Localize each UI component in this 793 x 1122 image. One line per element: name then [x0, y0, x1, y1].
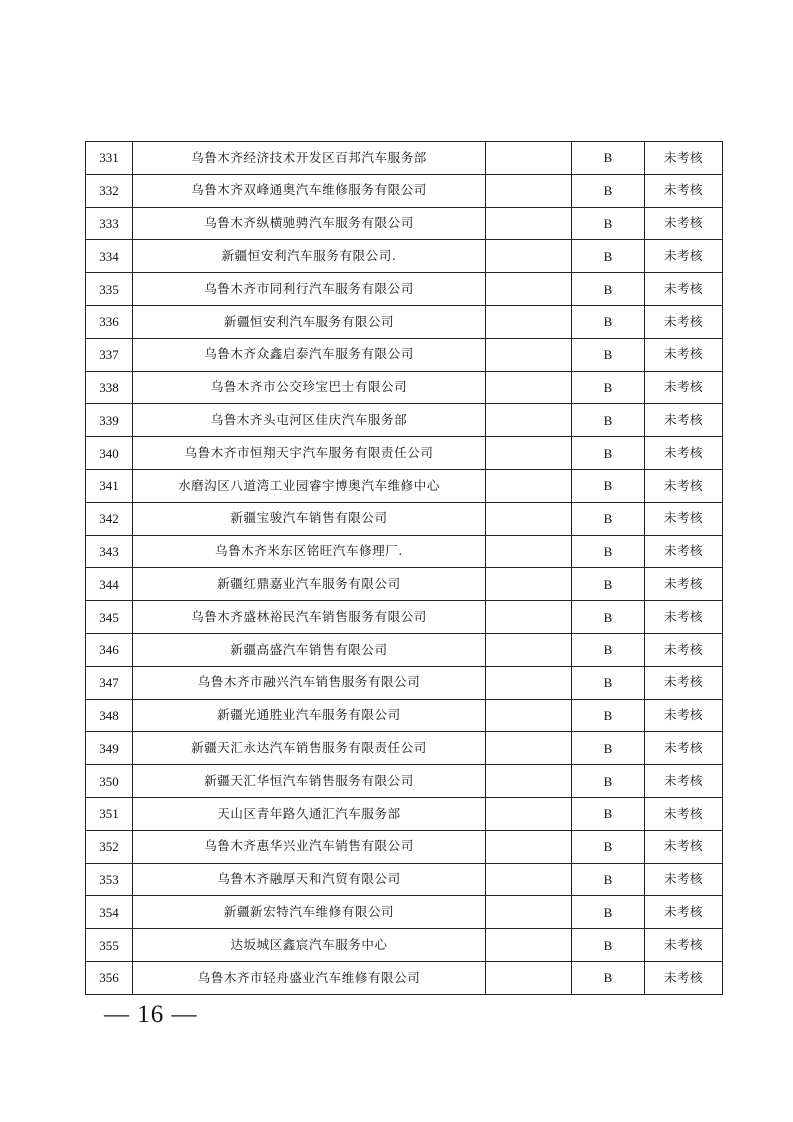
grade-cell: B	[572, 896, 645, 929]
row-number-cell: 342	[86, 502, 133, 535]
grade-cell: B	[572, 338, 645, 371]
grade-cell: B	[572, 929, 645, 962]
company-name-cell: 乌鲁木齐盛林裕民汽车销售服务有限公司	[133, 601, 486, 634]
row-number-cell: 347	[86, 666, 133, 699]
company-name-cell: 乌鲁木齐双峰通奥汽车维修服务有限公司	[133, 174, 486, 207]
blank-cell	[486, 535, 572, 568]
company-name-cell: 新疆红鼎嘉业汽车服务有限公司	[133, 568, 486, 601]
table-row	[86, 765, 723, 798]
table-row	[86, 699, 723, 732]
assessment-status-cell: 未考核	[645, 469, 723, 502]
table-row	[86, 830, 723, 863]
table-row	[86, 896, 723, 929]
grade-cell: B	[572, 666, 645, 699]
assessment-status-cell: 未考核	[645, 699, 723, 732]
company-name-cell: 乌鲁木齐惠华兴业汽车销售有限公司	[133, 830, 486, 863]
row-number-cell: 341	[86, 469, 133, 502]
assessment-status-cell: 未考核	[645, 240, 723, 273]
grade-cell: B	[572, 765, 645, 798]
assessment-status-cell: 未考核	[645, 896, 723, 929]
company-name-cell: 乌鲁木齐融厚天和汽贸有限公司	[133, 863, 486, 896]
company-name-cell: 乌鲁木齐市恒翔天宇汽车服务有限责任公司	[133, 437, 486, 470]
row-number-cell: 354	[86, 896, 133, 929]
row-number-cell: 338	[86, 371, 133, 404]
blank-cell	[486, 469, 572, 502]
row-number-cell: 334	[86, 240, 133, 273]
assessment-status-cell: 未考核	[645, 305, 723, 338]
row-number-cell: 333	[86, 207, 133, 240]
grade-cell: B	[572, 863, 645, 896]
assessment-status-cell: 未考核	[645, 863, 723, 896]
blank-cell	[486, 305, 572, 338]
table-row	[86, 568, 723, 601]
assessment-status-cell: 未考核	[645, 502, 723, 535]
company-name-cell: 乌鲁木齐经济技术开发区百邦汽车服务部	[133, 142, 486, 175]
assessment-status-cell: 未考核	[645, 765, 723, 798]
assessment-status-cell: 未考核	[645, 207, 723, 240]
blank-cell	[486, 437, 572, 470]
blank-cell	[486, 568, 572, 601]
grade-cell: B	[572, 240, 645, 273]
blank-cell	[486, 174, 572, 207]
grade-cell: B	[572, 207, 645, 240]
row-number-cell: 331	[86, 142, 133, 175]
grade-cell: B	[572, 830, 645, 863]
blank-cell	[486, 601, 572, 634]
grade-cell: B	[572, 502, 645, 535]
table-row	[86, 207, 723, 240]
row-number-cell: 355	[86, 929, 133, 962]
row-number-cell: 343	[86, 535, 133, 568]
grade-cell: B	[572, 732, 645, 765]
grade-cell: B	[572, 305, 645, 338]
grade-cell: B	[572, 699, 645, 732]
company-name-cell: 天山区青年路久通汇汽车服务部	[133, 797, 486, 830]
company-name-cell: 乌鲁木齐众鑫启泰汽车服务有限公司	[133, 338, 486, 371]
row-number-cell: 356	[86, 961, 133, 994]
table-body	[86, 142, 723, 995]
table-row	[86, 142, 723, 175]
table-row	[86, 732, 723, 765]
assessment-status-cell: 未考核	[645, 535, 723, 568]
table-row	[86, 601, 723, 634]
grade-cell: B	[572, 797, 645, 830]
company-name-cell: 乌鲁木齐市轻舟盛业汽车维修有限公司	[133, 961, 486, 994]
row-number-cell: 336	[86, 305, 133, 338]
grade-cell: B	[572, 535, 645, 568]
blank-cell	[486, 404, 572, 437]
grade-cell: B	[572, 568, 645, 601]
company-name-cell: 新疆高盛汽车销售有限公司	[133, 633, 486, 666]
company-name-cell: 新疆新宏特汽车维修有限公司	[133, 896, 486, 929]
table-row	[86, 273, 723, 306]
row-number-cell: 340	[86, 437, 133, 470]
blank-cell	[486, 830, 572, 863]
blank-cell	[486, 863, 572, 896]
company-name-cell: 新疆宝骏汽车销售有限公司	[133, 502, 486, 535]
assessment-status-cell: 未考核	[645, 961, 723, 994]
company-name-cell: 新疆恒安利汽车服务有限公司.	[133, 240, 486, 273]
blank-cell	[486, 371, 572, 404]
blank-cell	[486, 961, 572, 994]
row-number-cell: 345	[86, 601, 133, 634]
blank-cell	[486, 765, 572, 798]
table-row	[86, 469, 723, 502]
blank-cell	[486, 732, 572, 765]
row-number-cell: 332	[86, 174, 133, 207]
page-number: — 16 —	[104, 1001, 198, 1028]
company-name-cell: 新疆天汇永达汽车销售服务有限责任公司	[133, 732, 486, 765]
table-row	[86, 929, 723, 962]
table-row	[86, 371, 723, 404]
assessment-status-cell: 未考核	[645, 371, 723, 404]
assessment-status-cell: 未考核	[645, 404, 723, 437]
table-row	[86, 240, 723, 273]
grade-cell: B	[572, 371, 645, 404]
company-rating-table	[85, 141, 723, 995]
table-row	[86, 961, 723, 994]
table-row	[86, 535, 723, 568]
company-name-cell: 乌鲁木齐市同利行汽车服务有限公司	[133, 273, 486, 306]
assessment-status-cell: 未考核	[645, 338, 723, 371]
row-number-cell: 346	[86, 633, 133, 666]
assessment-status-cell: 未考核	[645, 732, 723, 765]
table-row	[86, 174, 723, 207]
blank-cell	[486, 797, 572, 830]
row-number-cell: 350	[86, 765, 133, 798]
row-number-cell: 352	[86, 830, 133, 863]
assessment-status-cell: 未考核	[645, 601, 723, 634]
grade-cell: B	[572, 601, 645, 634]
company-name-cell: 新疆恒安利汽车服务有限公司	[133, 305, 486, 338]
row-number-cell: 339	[86, 404, 133, 437]
blank-cell	[486, 240, 572, 273]
company-name-cell: 乌鲁木齐市公交珍宝巴士有限公司	[133, 371, 486, 404]
assessment-status-cell: 未考核	[645, 633, 723, 666]
assessment-status-cell: 未考核	[645, 666, 723, 699]
table-row	[86, 797, 723, 830]
company-name-cell: 新疆天汇华恒汽车销售服务有限公司	[133, 765, 486, 798]
company-name-cell: 乌鲁木齐市融兴汽车销售服务有限公司	[133, 666, 486, 699]
grade-cell: B	[572, 142, 645, 175]
table-row	[86, 305, 723, 338]
company-name-cell: 达坂城区鑫宸汽车服务中心	[133, 929, 486, 962]
table-row	[86, 404, 723, 437]
grade-cell: B	[572, 469, 645, 502]
blank-cell	[486, 273, 572, 306]
blank-cell	[486, 699, 572, 732]
grade-cell: B	[572, 174, 645, 207]
row-number-cell: 349	[86, 732, 133, 765]
blank-cell	[486, 666, 572, 699]
assessment-status-cell: 未考核	[645, 174, 723, 207]
grade-cell: B	[572, 961, 645, 994]
assessment-status-cell: 未考核	[645, 797, 723, 830]
table-row	[86, 502, 723, 535]
assessment-status-cell: 未考核	[645, 437, 723, 470]
table-row	[86, 633, 723, 666]
row-number-cell: 335	[86, 273, 133, 306]
row-number-cell: 344	[86, 568, 133, 601]
row-number-cell: 337	[86, 338, 133, 371]
assessment-status-cell: 未考核	[645, 568, 723, 601]
grade-cell: B	[572, 273, 645, 306]
assessment-status-cell: 未考核	[645, 929, 723, 962]
table-row	[86, 863, 723, 896]
blank-cell	[486, 633, 572, 666]
company-name-cell: 水磨沟区八道湾工业园睿宇博奥汽车维修中心	[133, 469, 486, 502]
blank-cell	[486, 929, 572, 962]
company-name-cell: 乌鲁木齐纵横驰骋汽车服务有限公司	[133, 207, 486, 240]
blank-cell	[486, 338, 572, 371]
grade-cell: B	[572, 437, 645, 470]
row-number-cell: 348	[86, 699, 133, 732]
table-row	[86, 437, 723, 470]
assessment-status-cell: 未考核	[645, 830, 723, 863]
company-rating-table-container	[85, 141, 717, 995]
assessment-status-cell: 未考核	[645, 142, 723, 175]
company-name-cell: 新疆光通胜业汽车服务有限公司	[133, 699, 486, 732]
grade-cell: B	[572, 404, 645, 437]
company-name-cell: 乌鲁木齐头屯河区佳庆汽车服务部	[133, 404, 486, 437]
assessment-status-cell: 未考核	[645, 273, 723, 306]
table-row	[86, 338, 723, 371]
blank-cell	[486, 207, 572, 240]
blank-cell	[486, 142, 572, 175]
blank-cell	[486, 502, 572, 535]
row-number-cell: 353	[86, 863, 133, 896]
row-number-cell: 351	[86, 797, 133, 830]
grade-cell: B	[572, 633, 645, 666]
company-name-cell: 乌鲁木齐米东区铭旺汽车修理厂.	[133, 535, 486, 568]
blank-cell	[486, 896, 572, 929]
table-row	[86, 666, 723, 699]
